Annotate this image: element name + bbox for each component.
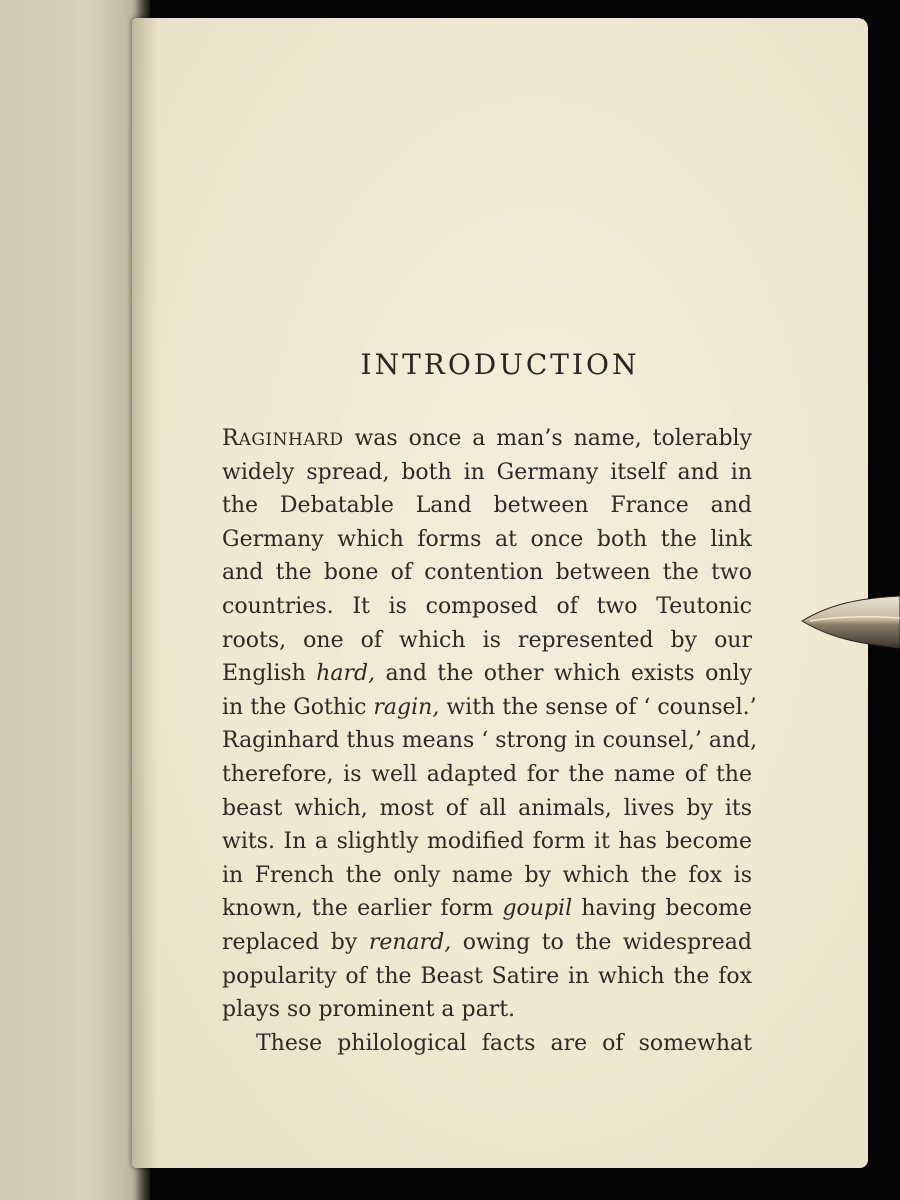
text-line bbox=[222, 422, 752, 456]
text-line: popularity of the Beast Satire in which the fox bbox=[222, 963, 752, 989]
text-line: countries. It is composed of two Teutonic bbox=[222, 593, 752, 619]
text-line bbox=[222, 892, 752, 926]
left-page-edge bbox=[0, 0, 150, 1200]
text-line: beast which, most of all animals, lives by its bbox=[222, 795, 752, 821]
page-pointer-icon bbox=[800, 594, 900, 650]
italic-word: goupil bbox=[502, 896, 573, 922]
text-line: the Debatable Land between France and bbox=[222, 493, 752, 519]
text-line: roots, one of which is represented by our bbox=[222, 627, 752, 653]
text-line: widely spread, both in Germany itself and in bbox=[222, 459, 752, 485]
text-line: plays so prominent a part. bbox=[222, 997, 516, 1023]
lead-word-smallcaps: AGINHARD bbox=[238, 430, 344, 450]
text-fragment: was once a man’s name, tolerably bbox=[343, 426, 752, 451]
text-fragment: in the Gothic bbox=[222, 694, 374, 720]
chapter-heading: INTRODUCTION bbox=[360, 348, 640, 381]
italic-word: ragin, bbox=[373, 694, 440, 720]
text-line: wits. In a slightly modified form it has become bbox=[222, 829, 752, 855]
text-line bbox=[222, 657, 752, 691]
italic-word: hard, bbox=[316, 661, 376, 687]
text-line: Raginhard thus means ‘ strong in counsel,’ and, bbox=[222, 728, 758, 754]
text-fragment: replaced by bbox=[222, 929, 369, 955]
italic-word: renard, bbox=[368, 929, 452, 955]
text-fragment: having become bbox=[572, 896, 752, 922]
text-line bbox=[222, 691, 757, 725]
text-line bbox=[222, 926, 752, 960]
text-fragment: with the sense of ‘ counsel.’ bbox=[439, 694, 757, 720]
text-line: therefore, is well adapted for the name of the bbox=[222, 761, 752, 787]
text-fragment: owing to the widespread bbox=[451, 929, 752, 955]
body-text bbox=[222, 422, 758, 1060]
lead-word-initial: R bbox=[222, 426, 239, 451]
book-page bbox=[132, 18, 868, 1168]
text-fragment: English bbox=[222, 661, 317, 687]
text-fragment: and the other which exists only bbox=[375, 661, 753, 687]
text-line: These philological facts are of somewhat bbox=[256, 1030, 752, 1056]
text-line: and the bone of contention between the two bbox=[222, 560, 752, 586]
text-line: Germany which forms at once both the link bbox=[222, 526, 752, 552]
text-fragment: known, the earlier form bbox=[222, 896, 503, 922]
text-line: in French the only name by which the fox is bbox=[222, 862, 752, 888]
